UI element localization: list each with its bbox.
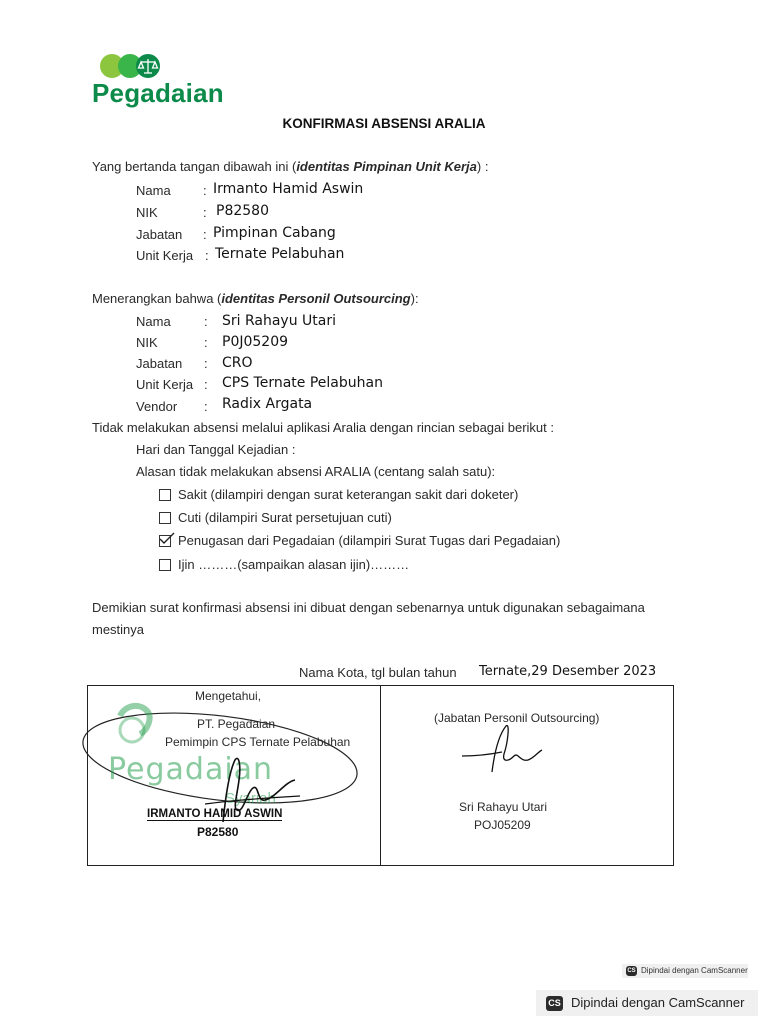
checkmark-icon <box>159 532 175 546</box>
option-cuti-label: Cuti (dilampiri Surat persetujuan cuti) <box>178 510 392 525</box>
leader-nama-value: Irmanto Hamid Aswin <box>213 181 364 197</box>
option-penugasan-label: Penugasan dari Pegadaian (dilampiri Surat Tugas dari Pegadaian) <box>178 533 561 548</box>
personnel-nama-label: Nama <box>136 314 171 329</box>
personnel-vendor-label: Vendor <box>136 399 178 414</box>
pegadaian-logo-text: Pegadaian <box>92 78 224 108</box>
colon: : <box>204 335 208 350</box>
camscanner-icon: CS <box>546 996 563 1011</box>
pegadaian-logo-mark-icon <box>98 52 168 80</box>
option-penugasan-checkbox[interactable] <box>159 535 171 547</box>
stamp-text: Pegadaian <box>108 752 274 787</box>
personnel-unit-label: Unit Kerja <box>136 377 194 392</box>
personnel-jabatan-value: CRO <box>222 355 253 371</box>
left-sig-name: IRMANTO HAMID ASWIN <box>147 808 283 820</box>
personnel-nik-value: P0J05209 <box>222 334 289 350</box>
reason-label: Alasan tidak melakukan absensi ARALIA (centang salah satu): <box>136 464 496 479</box>
option-ijin-label: Ijin ………(sampaikan alasan ijin)……… <box>178 557 410 572</box>
personnel-vendor-value: Radix Argata <box>222 396 313 412</box>
left-sig-position: Pemimpin CPS Ternate Pelabuhan <box>165 735 351 749</box>
colon: : <box>204 399 208 414</box>
personnel-intro-line <box>92 291 419 306</box>
right-sig-id: POJ05209 <box>474 818 531 832</box>
camscanner-text-large: Dipindai dengan CamScanner <box>571 995 745 1010</box>
option-cuti-checkbox[interactable] <box>159 512 171 524</box>
document-title: KONFIRMASI ABSENSI ARALIA <box>282 116 486 131</box>
left-sig-id: P82580 <box>197 825 239 839</box>
closing-line-1: Demikian surat konfirmasi absensi ini dibuat dengan sebenarnya untuk digunakan sebagaimana <box>92 600 645 615</box>
pegadaian-logo <box>92 50 242 112</box>
personnel-nama-value: Sri Rahayu Utari <box>222 313 337 329</box>
leader-unit-label: Unit Kerja <box>136 248 194 263</box>
camscanner-icon: CS <box>627 967 636 974</box>
personnel-prefix: Menerangkan bahwa ( <box>92 291 222 306</box>
leader-unit-value: Ternate Pelabuhan <box>215 246 345 262</box>
personnel-suffix: ): <box>410 291 419 306</box>
leader-jabatan-label: Jabatan <box>136 227 183 242</box>
right-sig-heading: (Jabatan Personil Outsourcing) <box>434 711 600 725</box>
incident-date-label: Hari dan Tanggal Kejadian : <box>136 442 296 457</box>
place-date-value: Ternate,29 Desember 2023 <box>479 664 657 679</box>
signature-divider <box>380 685 381 866</box>
leader-nik-label: NIK <box>136 205 158 220</box>
colon: : <box>204 356 208 371</box>
personnel-emphasis: identitas Personil Outsourcing <box>221 291 411 306</box>
camscanner-watermark-small <box>622 964 748 978</box>
intro-prefix: Yang bertanda tangan dibawah ini ( <box>92 159 297 174</box>
right-signature-scribble-icon <box>458 722 548 782</box>
option-ijin-checkbox[interactable] <box>159 559 171 571</box>
stamp-subtext: Syariah <box>225 790 276 807</box>
left-sig-org: PT. Pegadaian <box>197 717 276 731</box>
colon: : <box>205 248 209 263</box>
option-sakit-checkbox[interactable] <box>159 489 171 501</box>
left-sig-heading: Mengetahui, <box>195 689 262 703</box>
leader-nik-value: P82580 <box>216 203 269 219</box>
right-sig-name: Sri Rahayu Utari <box>459 800 548 814</box>
camscanner-watermark-large <box>536 990 758 1016</box>
personnel-nik-label: NIK <box>136 335 158 350</box>
personnel-jabatan-label: Jabatan <box>136 356 183 371</box>
colon: : <box>203 183 207 198</box>
statement: Tidak melakukan absensi melalui aplikasi Aralia dengan rincian sebagai berikut : <box>92 420 555 435</box>
place-date-label: Nama Kota, tgl bulan tahun <box>299 665 457 680</box>
closing-line-2: mestinya <box>92 622 145 637</box>
colon: : <box>203 227 207 242</box>
leader-nama-label: Nama <box>136 183 171 198</box>
personnel-unit-value: CPS Ternate Pelabuhan <box>222 375 383 391</box>
intro-line <box>92 159 488 174</box>
colon: : <box>204 377 208 392</box>
colon: : <box>203 205 207 220</box>
camscanner-text-small: Dipindai dengan CamScanner <box>641 966 748 975</box>
intro-emphasis: identitas Pimpinan Unit Kerja <box>296 159 477 174</box>
option-sakit-label: Sakit (dilampiri dengan surat keterangan sakit dari doketer) <box>178 487 519 502</box>
colon: : <box>204 314 208 329</box>
leader-jabatan-value: Pimpinan Cabang <box>213 225 336 241</box>
intro-suffix: ) : <box>476 159 489 174</box>
